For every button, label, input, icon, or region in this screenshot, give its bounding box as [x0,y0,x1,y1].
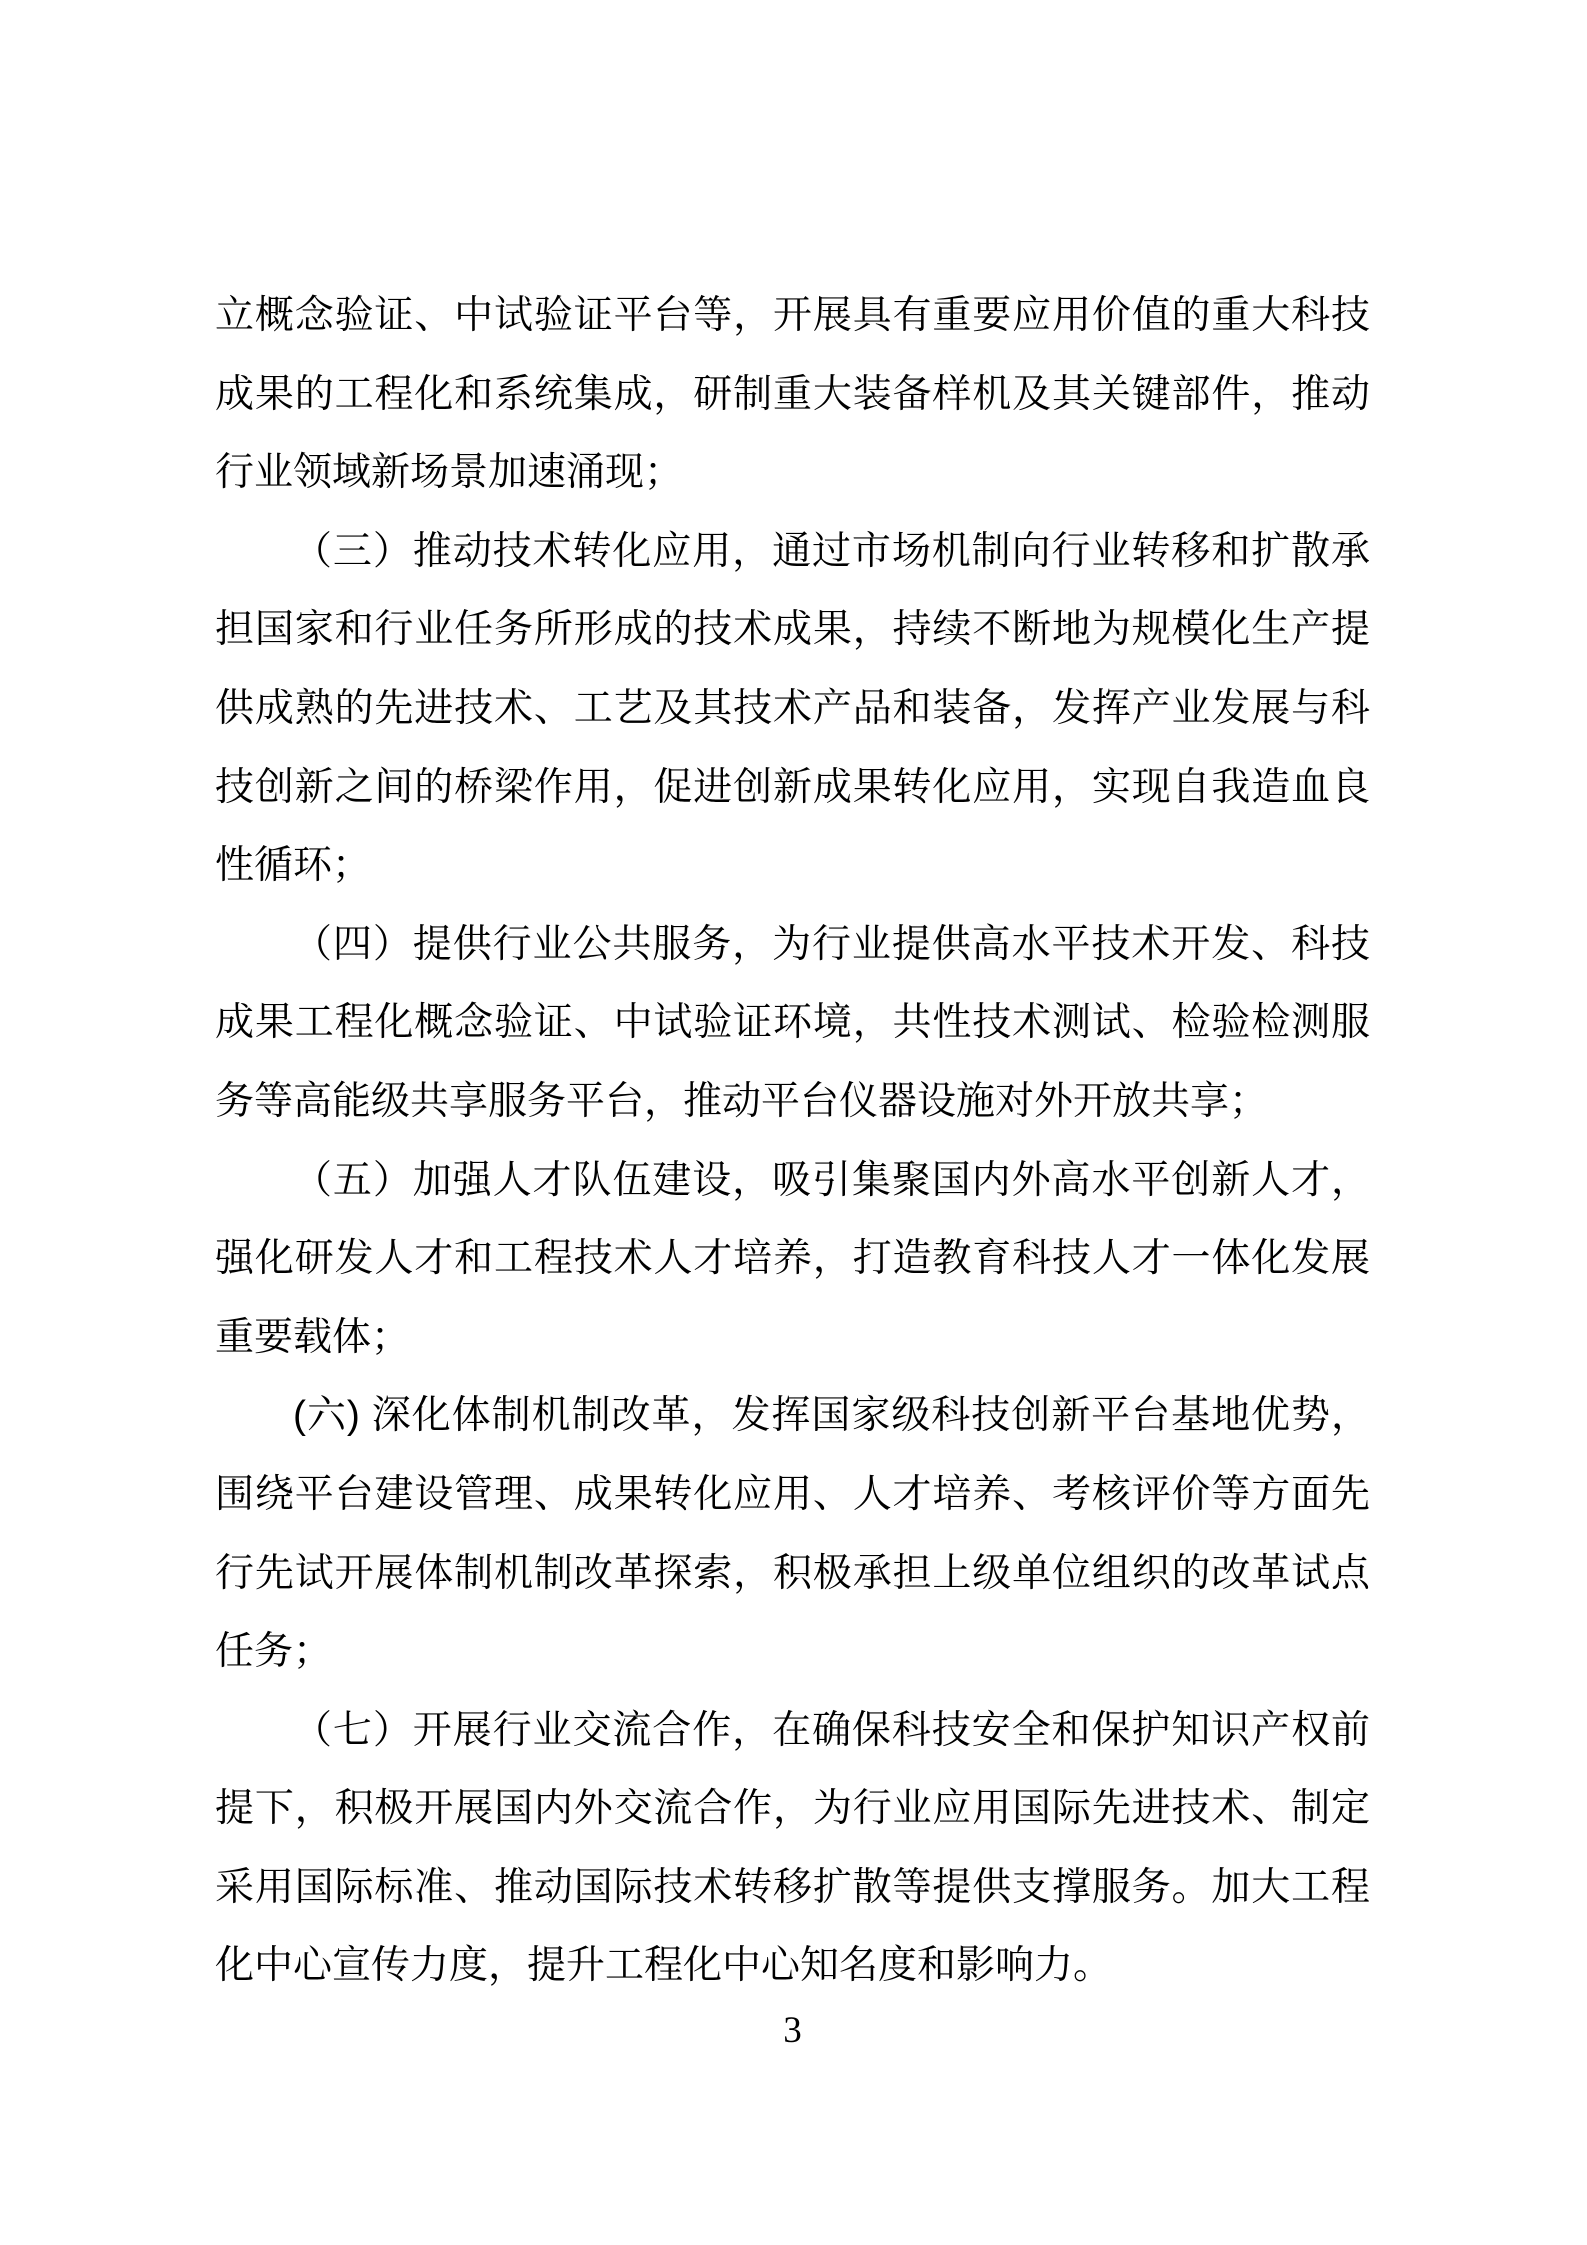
text-line: 采用国际标准、推动国际技术转移扩散等提供支撑服务。加大工程 [215,1865,1370,1909]
text-line: （三）推动技术转化应用，通过市场机制向行业转移和扩散承 [293,529,1370,573]
text-line: 重要载体； [215,1315,411,1359]
text-line: 强化研发人才和工程技术人才培养，打造教育科技人才一体化发展 [215,1237,1370,1281]
text-line: 行业领域新场景加速涌现； [215,451,684,495]
page-number: 3 [783,2010,802,2051]
text-block [215,277,1370,2006]
text-line: （五）加强人才队伍建设，吸引集聚国内外高水平创新人才， [293,1158,1370,1202]
text-line: （七）开展行业交流合作，在确保科技安全和保护知识产权前 [293,1708,1370,1752]
text-line: 围绕平台建设管理、成果转化应用、人才培养、考核评价等方面先 [215,1472,1370,1516]
text-line: 担国家和行业任务所形成的技术成果，持续不断地为规模化生产提 [215,608,1370,652]
text-line: 成果工程化概念验证、中试验证环境，共性技术测试、检验检测服 [215,1001,1370,1045]
text-line: 供成熟的先进技术、工艺及其技术产品和装备，发挥产业发展与科 [215,686,1370,730]
text-line: 立概念验证、中试验证平台等，开展具有重要应用价值的重大科技 [215,294,1370,337]
text-line: 任务； [215,1630,333,1674]
text-line: 性循环； [215,844,372,888]
text-line: (六) 深化体制机制改革，发挥国家级科技创新平台基地优势， [293,1394,1370,1438]
text-line: （四）提供行业公共服务，为行业提供高水平技术开发、科技 [293,922,1370,966]
text-line: 行先试开展体制机制改革探索，积极承担上级单位组织的改革试点 [215,1551,1370,1595]
text-line: 化中心宣传力度，提升工程化中心知名度和影响力。 [215,1944,1113,1988]
text-line: 技创新之间的桥梁作用，促进创新成果转化应用，实现自我造血良 [215,765,1370,809]
text-line: 务等高能级共享服务平台，推动平台仪器设施对外开放共享； [215,1079,1269,1123]
text-line: 成果的工程化和系统集成，研制重大装备样机及其关键部件，推动 [215,372,1370,416]
text-line: 提下，积极开展国内外交流合作，为行业应用国际先进技术、制定 [215,1787,1370,1831]
